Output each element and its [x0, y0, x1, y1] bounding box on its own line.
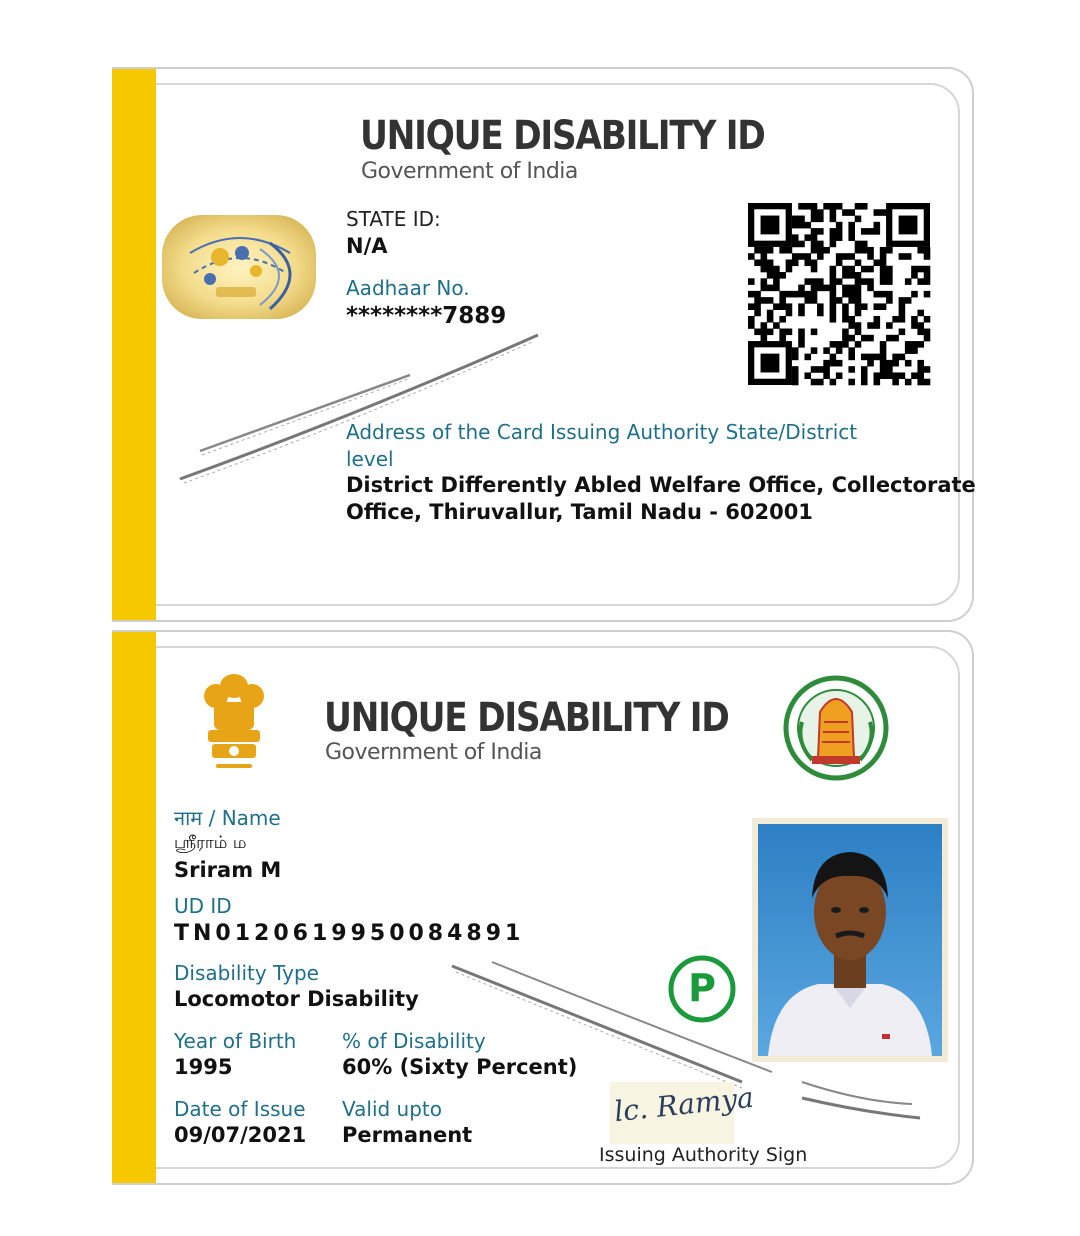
authority-signature: [610, 1080, 756, 1144]
signature-text: lc. Ramya: [612, 1080, 756, 1129]
state-id-value: N/A: [346, 234, 388, 258]
yellow-stripe: [112, 69, 156, 620]
card-subtitle: Government of India: [361, 159, 578, 184]
parking-badge-letter: P: [688, 966, 716, 1010]
card-title: UNIQUE DISABILITY ID: [324, 695, 729, 741]
valid-upto-label: Valid upto: [342, 1097, 442, 1121]
address-label-cont: level: [346, 447, 394, 471]
name-tamil: ஸ்ரீராம் ம: [174, 833, 247, 853]
aadhaar-value: ********7889: [346, 303, 507, 329]
state-id-label: STATE ID:: [346, 207, 441, 231]
udid-card-front: [112, 630, 974, 1185]
udid-card-back: [112, 67, 974, 622]
disability-percent-value: 60% (Sixty Percent): [342, 1055, 578, 1079]
qr-code-icon: [748, 203, 930, 385]
name-label: नाम / Name: [174, 806, 281, 830]
card-title: UNIQUE DISABILITY ID: [360, 113, 765, 159]
disability-percent-label: % of Disability: [342, 1029, 486, 1053]
disability-type-label: Disability Type: [174, 961, 319, 985]
name-value: Sriram M: [174, 858, 282, 882]
year-of-birth-label: Year of Birth: [174, 1029, 297, 1053]
profile-photo: [752, 818, 948, 1062]
national-emblem-icon: [196, 668, 272, 778]
address-value-line2: Office, Thiruvallur, Tamil Nadu - 602001: [346, 500, 813, 524]
date-of-issue-label: Date of Issue: [174, 1097, 306, 1121]
aadhaar-label: Aadhaar No.: [346, 276, 470, 300]
card-subtitle: Government of India: [325, 740, 542, 765]
parking-badge-icon: [667, 954, 737, 1024]
disability-type-value: Locomotor Disability: [174, 987, 419, 1011]
yellow-stripe: [112, 632, 156, 1183]
address-label: Address of the Card Issuing Authority State/District: [346, 420, 858, 444]
udid-value: TN0120619950084891: [174, 921, 525, 946]
udid-label: UD ID: [174, 894, 232, 918]
date-of-issue-value: 09/07/2021: [174, 1123, 307, 1147]
year-of-birth-value: 1995: [174, 1055, 233, 1079]
state-seal-icon: [782, 672, 890, 784]
address-value-line1: District Differently Abled Welfare Office, Collectorate: [346, 473, 976, 497]
hologram-icon: [160, 213, 318, 321]
valid-upto-value: Permanent: [342, 1123, 473, 1147]
issuing-authority-sign-label: Issuing Authority Sign: [599, 1144, 808, 1166]
